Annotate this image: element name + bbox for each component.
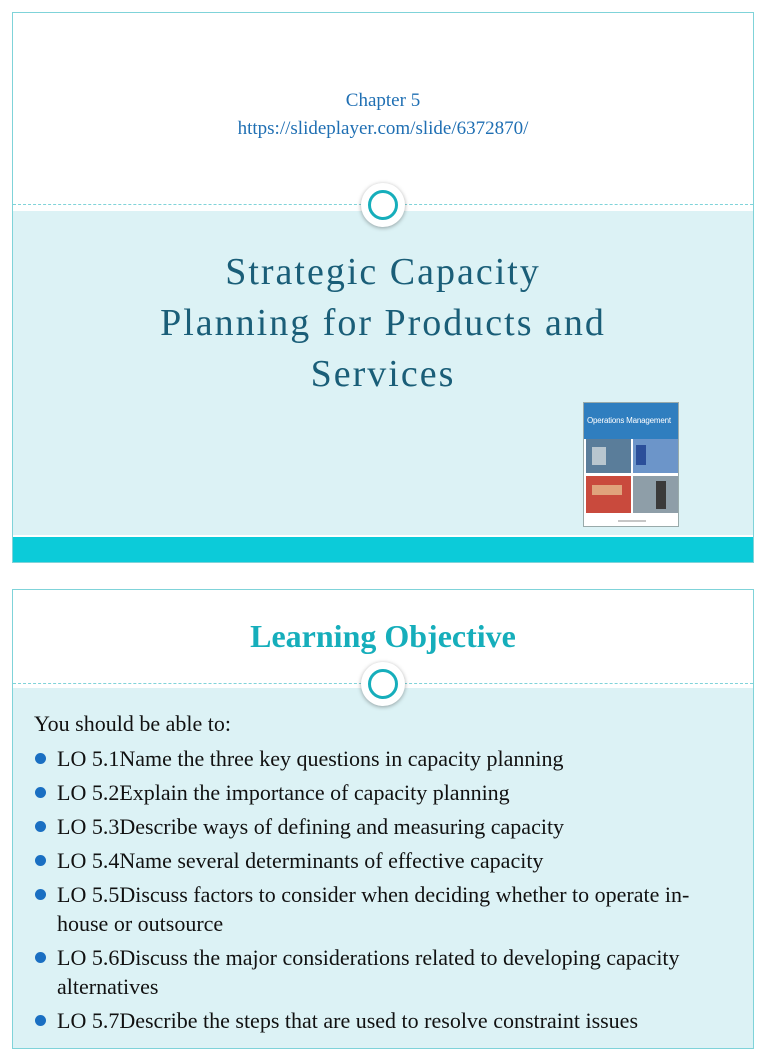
list-item	[34, 778, 734, 807]
objective-text: LO 5.3Describe ways of defining and measuring capacity	[57, 814, 565, 839]
book-title: Operations Management	[587, 416, 671, 425]
objective-text: LO 5.1Name the three key questions in capacity planning	[57, 746, 564, 771]
bullet-icon	[35, 952, 46, 963]
book-cover-image	[583, 402, 679, 527]
slide-title	[12, 12, 754, 563]
bullet-icon	[35, 821, 46, 832]
objective-text: LO 5.6Discuss the major considerations related to developing capacity alternatives	[57, 945, 680, 999]
ring-ornament-icon	[361, 662, 405, 706]
objective-text: LO 5.7Describe the steps that are used to resolve constraint issues	[57, 1008, 639, 1033]
list-item	[34, 744, 734, 773]
slide-learning-objective	[12, 589, 754, 1049]
title-line: Services	[310, 353, 456, 395]
bullet-icon	[35, 855, 46, 866]
slide-title-text	[53, 247, 713, 400]
list-item	[34, 943, 734, 1001]
book-author	[584, 515, 678, 527]
chapter-label: Chapter 5	[345, 90, 421, 111]
intro-text: You should be able to:	[34, 711, 231, 736]
ring-ornament-icon	[361, 183, 405, 227]
objective-text: LO 5.4Name several determinants of effective capacity	[57, 848, 544, 873]
source-url[interactable]: https://slideplayer.com/slide/6372870/	[237, 118, 529, 139]
objective-text: LO 5.5Discuss factors to consider when deciding whether to operate in-house or outsource	[57, 882, 690, 936]
list-item	[34, 846, 734, 875]
slide-heading: Learning Objective	[250, 618, 516, 654]
list-item	[34, 1006, 734, 1035]
title-line: Planning for Products and	[160, 302, 606, 344]
list-item	[34, 812, 734, 841]
bullet-icon	[35, 753, 46, 764]
book-cover-photos	[586, 439, 678, 513]
objective-text: LO 5.2Explain the importance of capacity planning	[57, 780, 510, 805]
list-item	[34, 880, 734, 938]
bullet-icon	[35, 1015, 46, 1026]
book-cover-header	[584, 403, 678, 439]
objective-list	[34, 744, 734, 1040]
accent-bar	[13, 537, 753, 563]
title-line: Strategic Capacity	[225, 251, 541, 293]
bullet-icon	[35, 787, 46, 798]
bullet-icon	[35, 889, 46, 900]
